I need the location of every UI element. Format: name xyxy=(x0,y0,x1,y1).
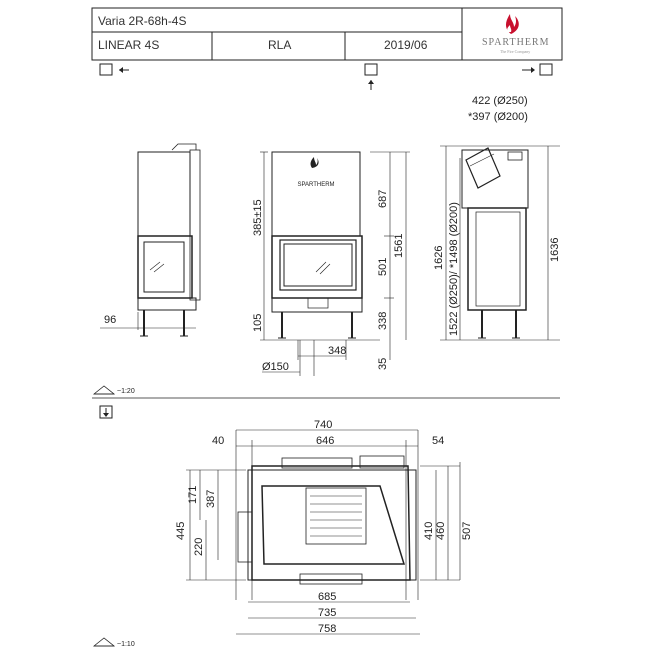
brand-name: SPARTHERM xyxy=(482,37,550,48)
plan-depth-507: 507 xyxy=(461,521,473,540)
dim-385: 385±15 xyxy=(252,199,264,236)
dim-35: 35 xyxy=(377,357,389,370)
dim-1626: 1626 xyxy=(433,245,445,270)
flue-alt-label: *397 (Ø200) xyxy=(468,111,528,123)
plan-depth-171: 171 xyxy=(187,485,199,504)
plan-width-735: 735 xyxy=(318,607,337,619)
plan-width-40: 40 xyxy=(212,435,225,447)
scale-plan-label: ~1:10 xyxy=(117,641,135,648)
dim-501: 501 xyxy=(377,257,389,276)
dim-105: 105 xyxy=(252,313,264,332)
dim-338: 338 xyxy=(377,311,389,330)
view-icon-front xyxy=(365,64,377,90)
scale-elevation xyxy=(94,386,135,395)
flue-primary-label: 422 (Ø250) xyxy=(472,95,528,107)
view-icon-plan xyxy=(100,406,112,418)
plan-width-758: 758 xyxy=(318,623,337,635)
dim-1561: 1561 xyxy=(393,233,405,258)
plan-width-54: 54 xyxy=(432,435,445,447)
plan-depth-220: 220 xyxy=(193,537,205,556)
title-grid xyxy=(92,8,562,60)
plan-depth-460: 460 xyxy=(435,521,447,540)
front-view xyxy=(252,152,410,376)
title-series: LINEAR 4S xyxy=(98,38,160,52)
left-side-view xyxy=(100,144,200,336)
plan-depth-387: 387 xyxy=(205,489,217,508)
view-icon-right xyxy=(522,64,552,75)
dim-flue-front: Ø150 xyxy=(262,361,289,373)
dim-1636: 1636 xyxy=(549,237,561,262)
plan-depth-445: 445 xyxy=(175,521,187,540)
scale-elevation-label: ~1:20 xyxy=(117,388,135,395)
scale-plan xyxy=(94,638,135,648)
dim-outlet: 1522 (Ø250)/ *1498 (Ø200) xyxy=(448,202,460,336)
brand-tagline: The Fire Company xyxy=(500,49,531,54)
dim-leg-left: 96 xyxy=(104,314,117,326)
plan-view xyxy=(175,419,473,635)
title-model: Varia 2R-68h-4S xyxy=(98,14,187,28)
right-side-view xyxy=(433,95,561,340)
dim-348: 348 xyxy=(328,345,347,357)
flame-logo xyxy=(506,14,519,34)
plan-width-740: 740 xyxy=(314,419,333,431)
view-icon-left xyxy=(100,64,129,75)
front-badge: SPARTHERM xyxy=(297,182,335,188)
plan-width-685: 685 xyxy=(318,591,337,603)
title-date: 2019/06 xyxy=(384,38,428,52)
plan-width-646: 646 xyxy=(316,435,335,447)
plan-depth-410: 410 xyxy=(423,521,435,540)
dim-687: 687 xyxy=(377,189,389,208)
title-variant: RLA xyxy=(268,38,292,52)
